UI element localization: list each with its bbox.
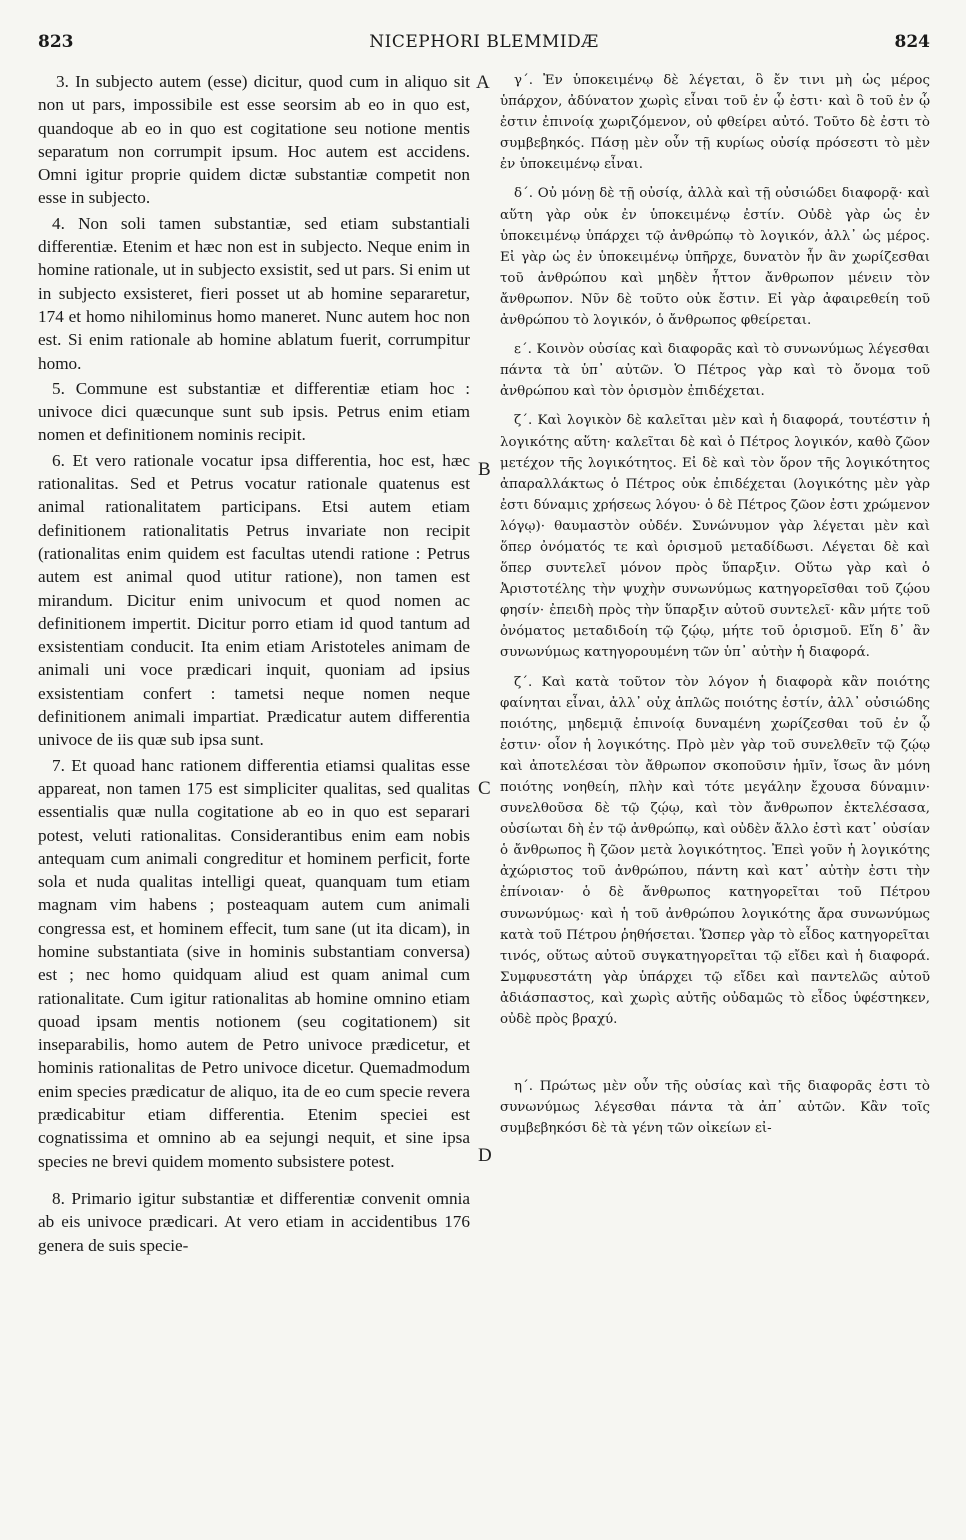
margin-letter-d: D	[478, 1145, 492, 1166]
latin-paragraph-4: 4. Non soli tamen substantiæ, sed etiam substantiali differentiæ. Etenim et hæc non est in subjecto. Neque enim in homine rationale, ut in subjecto exsistit, sed ut pars. Si enim ut in subjecto exsisteret, fieri posset ut ab homine separaretur, 174 et homo nihilominus homo maneret. Nunc autem hoc non est. Si enim rationale ab homine ablatum fuerit, corrumpitur homo.	[38, 213, 470, 373]
page-number-right: 824	[894, 32, 930, 52]
greek-column	[500, 70, 930, 1147]
page-header	[38, 32, 930, 58]
greek-paragraph-4: δ΄. Οὐ μόνῃ δὲ τῇ οὐσίᾳ, ἀλλὰ καὶ τῇ οὐσιώδει διαφορᾷ· καὶ αὕτη γὰρ οὐκ ἐν ὑποκειμένῳ ἐστίν. Οὐδὲ γὰρ ὡς ἐν ὑποκειμένῳ ὑπάρχει τῷ ἀνθρώπῳ τὸ λογικόν, ἀλλ᾽ ὡς μέρος. Εἰ γὰρ ὡς ἐν ὑποκειμένῳ ὑπῆρχε, δυνατὸν ἦν ἂν χωρίζεσθαι τοῦ ἀνθρώπου καὶ μηδὲν ἧττον ἄνθρωπον μένειν τὸν ἄνθρωπον. Νῦν δὲ τοῦτο οὐκ ἔστιν. Εἰ γὰρ ἀφαιρεθείη τοῦ ἀνθρώπου τὸ λογικόν, ὁ ἄνθρωπος φθείρεται.	[500, 186, 930, 329]
greek-paragraph-5: ε΄. Κοινὸν οὐσίας καὶ διαφορᾶς καὶ τὸ συνωνύμως λέγεσθαι πάντα τὰ ὑπ᾽ αὐτῶν. Ὁ Πέτρος γὰρ καὶ τὸ ὄνομα τοῦ ἀνθρώπου καὶ τὸν ὁρισμὸν ἐπιδέχεται.	[500, 342, 930, 400]
latin-column	[38, 70, 470, 1259]
page-number-left: 823	[38, 32, 74, 52]
margin-letter-b: B	[478, 459, 491, 480]
running-title: NICEPHORI BLEMMIDÆ	[369, 32, 599, 52]
margin-letter-c: C	[478, 778, 491, 799]
greek-paragraph-7: ζ΄. Καὶ κατὰ τοῦτον τὸν λόγον ἡ διαφορὰ κἂν ποιότης φαίνηται εἶναι, ἀλλ᾽ οὐχ ἁπλῶς ποιότης ἐστίν, ἀλλ᾽ οὐσιώδης ποιότης, μηδεμιᾷ ἐπινοίᾳ δυναμένη χωρίζεσθαι τοῦ ἐν ᾧ ἐστιν· οἷον ἡ λογικότης. Πρὸ μὲν γὰρ τοῦ συνελθεῖν τῷ ζῴῳ καὶ ἀποτελέσαι τὸν ἄθρωπον σκοποῦσιν ἡμῖν, ἴσως ἂν μόνη ποιότης νοηθείη, πλὴν καὶ τότε μεγάλην ἔχουσα δύναμιν· συνελθοῦσα δὲ τῷ ζῴῳ, καὶ τὸν ἄνθρωπον ἐκτελέσασα, οὐσίωται δὴ ἐν τῷ ἀνθρώπῳ, καὶ οὐδὲν ἄλλο ἐστὶ κατ᾽ οὐσίαν ὁ ἄνθρωπος ἢ ζῶον μετὰ λογικότητος. Ἐπεὶ γοῦν ἡ λογικότης ἀχώριστος τοῦ ἀνθρώπου, πάντη καὶ κατ᾽ αὐτὴν ἐστι τὴν ἐπίνοιαν· ὁ δὲ ἄνθρωπος κατηγορεῖται τοῦ Πέτρου συνωνύμως· καὶ ἡ τοῦ ἀνθρώπου λογικότης ἄρα συνωνύμως κατὰ τοῦ Πέτρου ῥηθήσεται. Ὥσπερ γὰρ τὸ εἶδος κατηγορεῖται τινός, οὕτως αὐτοῦ συγκατηγορεῖται τῷ εἴδει καὶ ἡ διαφορά. Συμφυεστάτη γὰρ ὑπάρχει τῷ εἴδει καὶ παντελῶς αὐτοῦ ἀδιάσπαστος, καὶ χωρὶς αὐτῆς οὐδαμῶς τὸ εἶδος ὑφέστηκεν, οὐδὲ πρὸς βραχύ.	[500, 674, 930, 1028]
latin-paragraph-8: 8. Primario igitur substantiæ et differentiæ convenit omnia ab eis univoce prædicari. At vero etiam in accidentibus 176 genera de suis specie-	[38, 1188, 470, 1255]
latin-paragraph-5: 5. Commune est substantiæ et differentiæ etiam hoc : univoce dici quæcunque sunt sub ipsis. Petrus enim etiam nomen et definitionem nominis recipit.	[38, 378, 470, 445]
greek-paragraph-8: η΄. Πρώτως μὲν οὖν τῆς οὐσίας καὶ τῆς διαφορᾶς ἐστι τὸ συνωνύμως λέγεσθαι πάντα τὰ ἀπ᾽ αὐτῶν. Κἂν τοῖς συμβεβηκόσι δὲ τὰ γένη τῶν οἰκείων εἰ-	[500, 1079, 930, 1137]
latin-paragraph-3: 3. In subjecto autem (esse) dicitur, quod cum in aliquo sit non ut pars, impossibile est esse seorsim ab eo in quo est, quandoque ab eo in quo est cogitatione seu notione mentis separatum non corrumpit ipsum. Hoc autem est accidens. Omni igitur proprie quidem dictæ substantiæ competit non esse in subjecto.	[38, 72, 470, 208]
latin-paragraph-6: 6. Et vero rationale vocatur ipsa differentia, hoc est, hæc rationalitas. Sed et Petrus vocatur rationale quatenus est animal rationalitatem participans. Etsi autem etiam definitionem rationalitatis Petrus invariate non recipit (rationalitas enim quidem est facultas utendi ratione : Petrus autem est animal quod utitur ratione), non tamen est mirandum. Dicitur enim univocum et quod nomen ac definitionem impertit. Dicitur porro etiam id quod tantum ad exsistentiam conducit. Ita enim etiam Aristoteles animam de animali uni voce prædicari inquit, quoniam ad ipsius exsistentiam confert : tametsi neque nomen neque definitionem animali impartiat. Prædicatur autem differentia univoce de iis quæ sub ipsa sunt.	[38, 450, 470, 750]
margin-letter-a: A	[476, 72, 490, 93]
greek-paragraph-3: γ΄. Ἐν ὑποκειμένῳ δὲ λέγεται, ὃ ἔν τινι μὴ ὡς μέρος ὑπάρχον, ἀδύνατον χωρὶς εἶναι τοῦ ἐν ᾧ ἐστι· καὶ ὃ τοῦ ἐν ᾧ ἐστιν ἐπινοίᾳ χωριζόμενον, οὐ φθείρει αὐτό. Τοῦτο δὲ ἐστι τὸ συμβεβηκός. Πάσῃ μὲν οὖν τῇ κυρίως οὐσίᾳ πρόσεστι τὸ μὲν ἐν ὑποκειμένῳ εἶναι.	[500, 73, 930, 173]
greek-paragraph-6: ζ΄. Καὶ λογικὸν δὲ καλεῖται μὲν καὶ ἡ διαφορά, τουτέστιν ἡ λογικότης αὕτη· καλεῖται δὲ καὶ ὁ Πέτρος λογικόν, καθὸ ζῶον μετέχον τῆς λογικότητος. Εἰ δὲ καὶ τὸν ὅρον τῆς λογικότητος ἀπαραλλάκτως ὁ Πέτρος οὐκ ἐπιδέχεται (λογικότης μὲν γὰρ ἐστι δύναμις χρήσεως λόγου· ὁ δὲ Πέτρος ζῶον ἐστι χρώμενον λόγῳ)· θαυμαστὸν οὐδέν. Συνώνυμον γὰρ λέγεται μὲν καὶ ὅπερ ὀνόματός τε καὶ ὁρισμοῦ μεταδίδωσι. Λέγεται δὲ καὶ ὅπερ συντελεῖ μόνον πρὸς ὕπαρξιν. Οὕτω γὰρ καὶ ὁ Ἀριστοτέλης τὴν ψυχὴν συνωνύμως κατηγορεῖσθαι τοῦ ζῴου φησίν· ἐπειδὴ πρὸς τὴν ὕπαρξιν αὐτοῦ συντελεῖ· κἂν μήτε τοῦ ὀνόματος μεταδιδοίη τῷ ζῴῳ, μήτε τοῦ ὁρισμοῦ. Εἴη δ᾽ ἂν συνωνύμως κατηγορουμένη τῶν ὑπ᾽ αὐτὴν ἡ διαφορά.	[500, 413, 930, 661]
latin-paragraph-7: 7. Et quoad hanc rationem differentia etiamsi qualitas esse appareat, non tamen 175 est simpliciter qualitas, sed qualitas essentialis quæ nulla cogitatione ab eo in quo est separari potest, veluti rationalitas. Considerantibus enim eam nobis antequam cum animali congreditur et hominem perficit, forte sola et nuda qualitas intelligi queat, quanquam tum etiam magnam vim habens ; posteaquam autem cum animali congressa est, et hominem effecit, tum sane (ut ita dicam), in homine substantiata (sive in hominis substantiam conversa) est ; nec homo quidquam aliud est quam animal cum rationalitate. Cum igitur rationalitas ab homine omnino etiam quoad ipsam mentis notionem (seu cogitationem) sit inseparabilis, homo autem de Petro univoce prædicetur, et hominis rationalitas de Petro univoce dicetur. Quemadmodum enim species prædicatur de aliquo, ita de eo cum specie revera prædicabitur etiam differentia. Etenim speciei est cognatissima et omnino ab ea sejungi nequit, et sine ipsa species ne brevi quidem momento subsistere potest.	[38, 755, 470, 1171]
